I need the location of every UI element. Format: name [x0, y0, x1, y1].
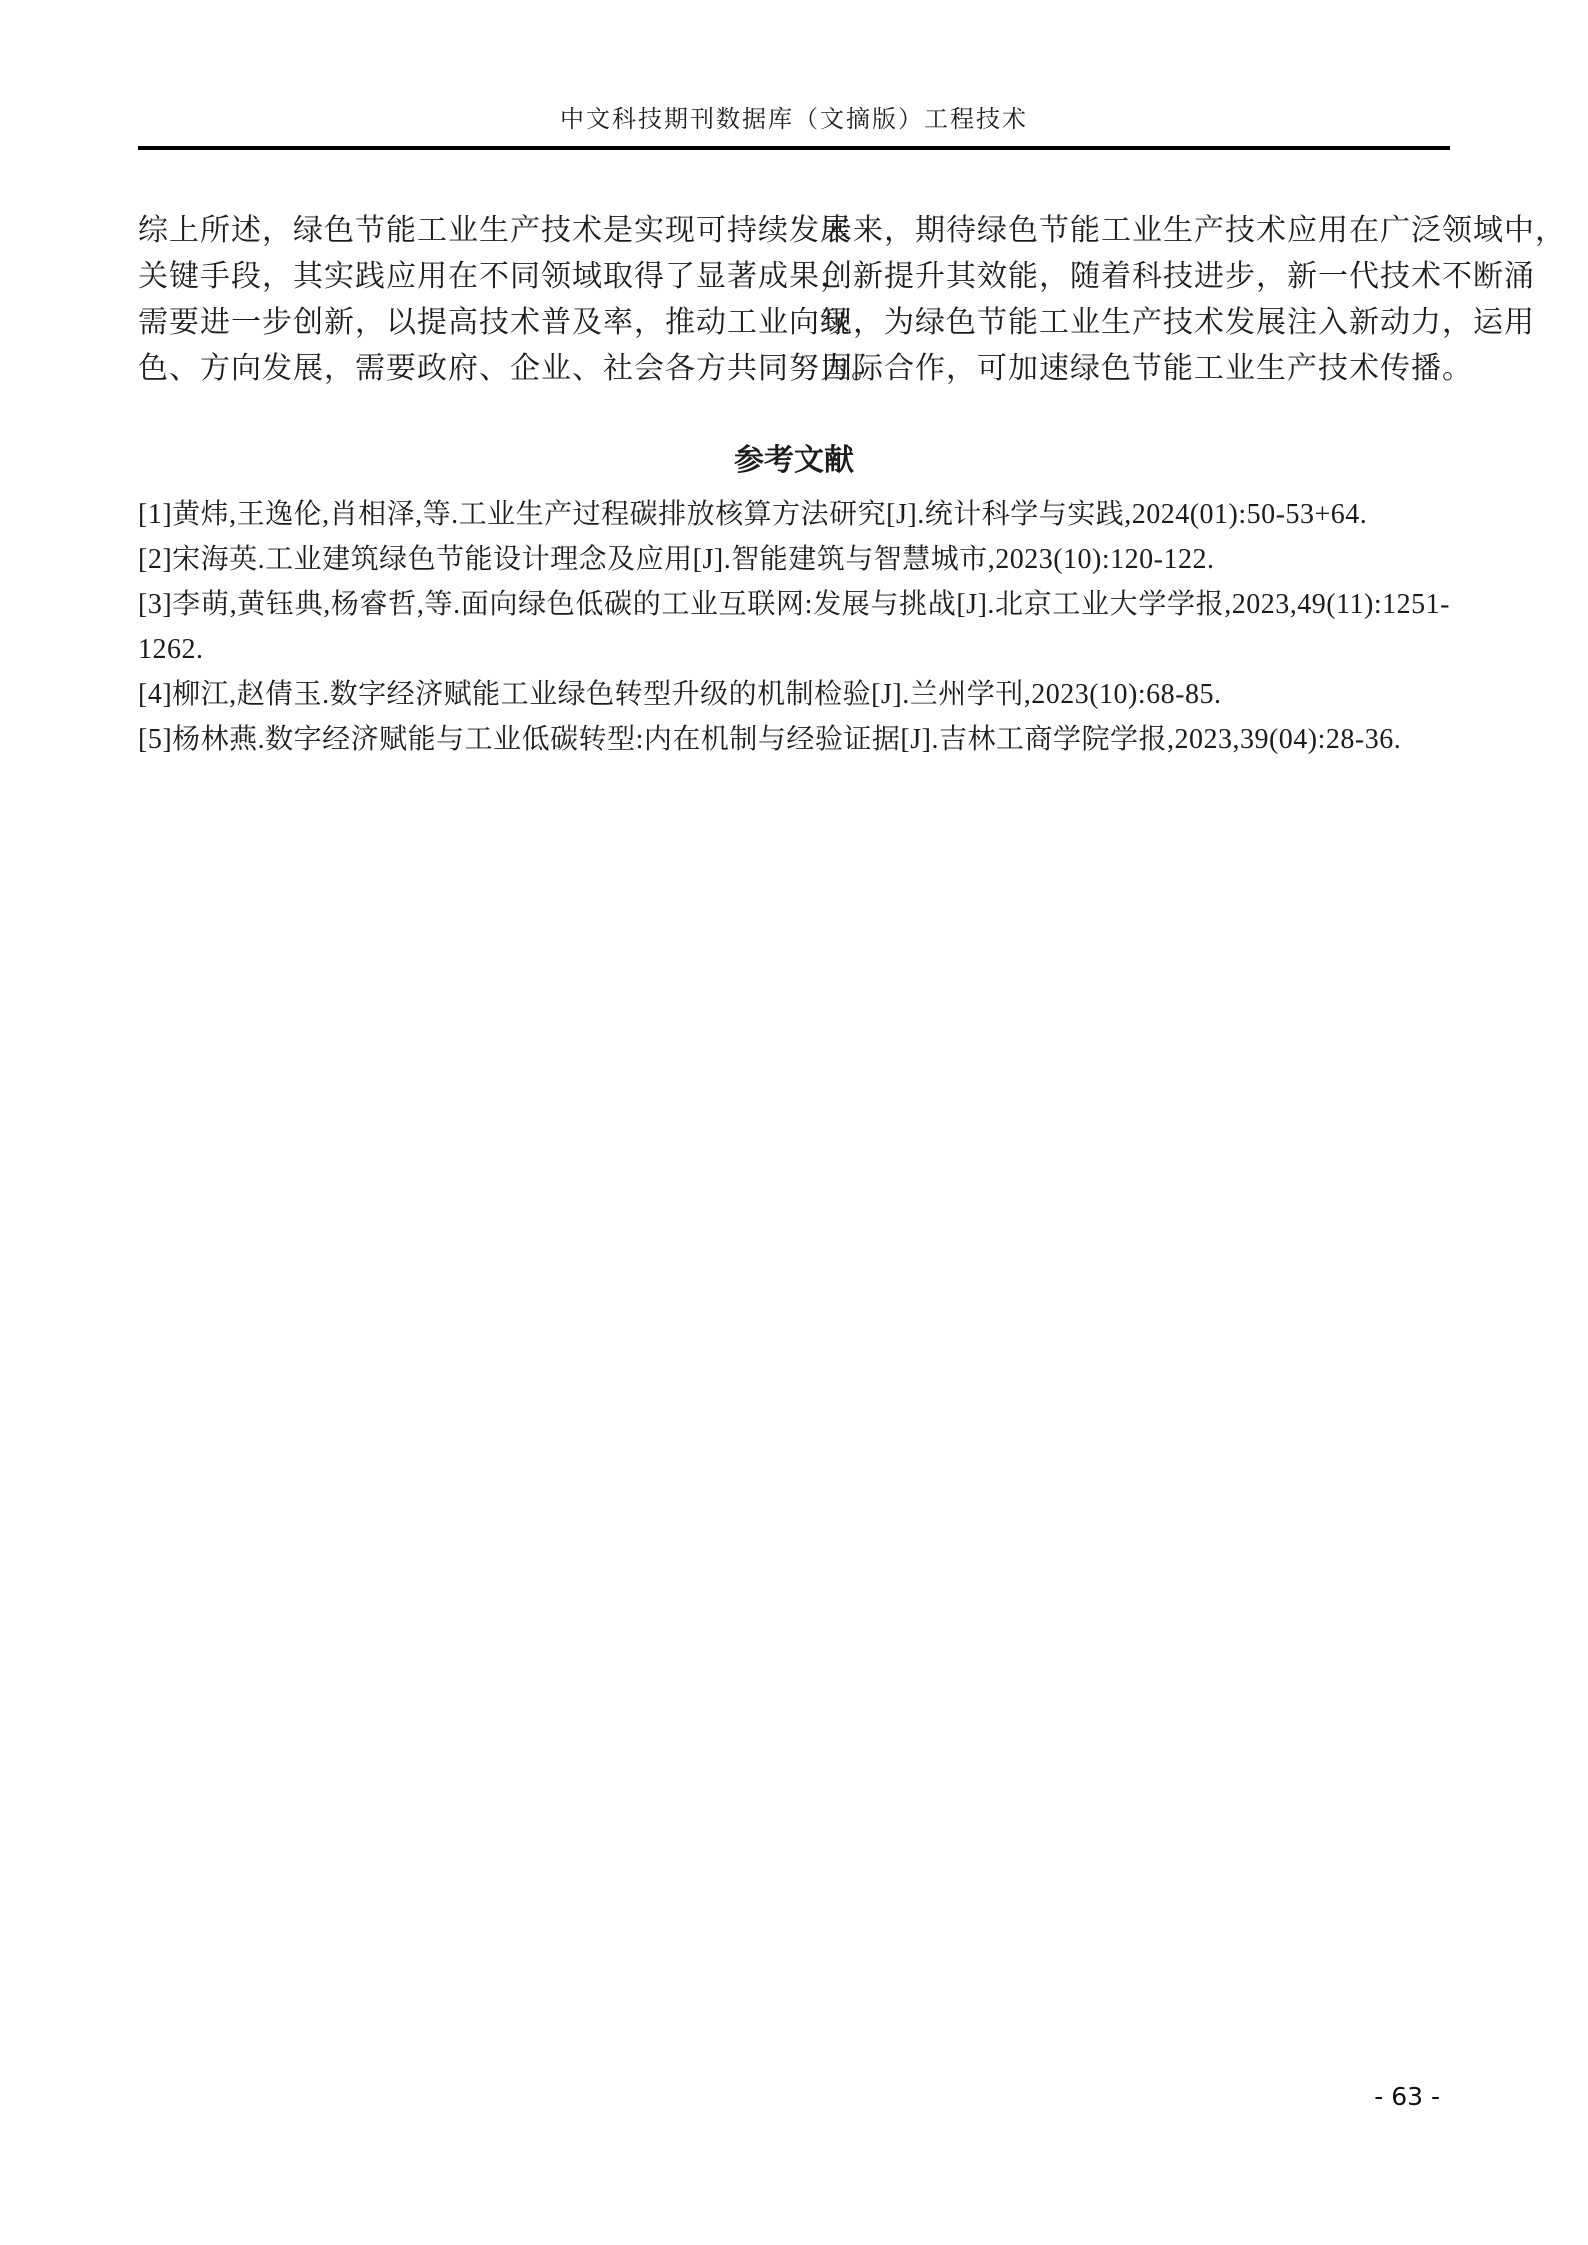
reference-item: [5]杨林燕.数字经济赋能与工业低碳转型:内在机制与经验证据[J].吉林工商学院学报,2023,39(04):28-36. — [138, 724, 1402, 755]
right-column — [822, 208, 1566, 392]
journal-header-title: 中文科技期刊数据库（文摘版）工程技术 — [560, 107, 1028, 133]
left-column-line: 需要进一步创新，以提高技术普及率，推动工业向绿 — [138, 306, 851, 339]
header-divider-rule — [138, 146, 1450, 150]
right-column-line: 国际合作，可加速绿色节能工业生产技术传播。 — [822, 352, 1473, 385]
reference-item: [4]柳江,赵倩玉.数字经济赋能工业绿色转型升级的机制检验[J].兰州学刊,2023(10):68-85. — [138, 679, 1222, 710]
reference-item: [2]宋海英.工业建筑绿色节能设计理念及应用[J].智能建筑与智慧城市,2023(10):120-122. — [138, 544, 1215, 575]
references-list — [138, 492, 1450, 762]
right-column-line: 未来，期待绿色节能工业生产技术应用在广泛领域中， — [822, 214, 1566, 247]
left-column-line: 关键手段，其实践应用在不同领域取得了显著成果， — [138, 260, 851, 293]
references-heading: 参考文献 — [734, 444, 854, 477]
left-column-line: 色、方向发展，需要政府、企业、社会各方共同努力。 — [138, 352, 882, 385]
page-number: - 63 - — [1374, 2082, 1440, 2111]
left-column-line: 综上所述，绿色节能工业生产技术是实现可持续发展 — [138, 214, 851, 247]
right-column-line: 现，为绿色节能工业生产技术发展注入新动力，运用 — [822, 306, 1535, 339]
reference-item: [1]黄炜,王逸伦,肖相泽,等.工业生产过程碳排放核算方法研究[J].统计科学与实践,2024(01):50-53+64. — [138, 499, 1368, 530]
reference-item: [3]李萌,黄钰典,杨睿哲,等.面向绿色低碳的工业互联网:发展与挑战[J].北京工业大学学报,2023,49(11):1251-1262. — [138, 589, 1450, 665]
body-two-columns — [138, 208, 1566, 392]
right-column-line: 创新提升其效能，随着科技进步，新一代技术不断涌 — [822, 260, 1535, 293]
left-column — [138, 208, 882, 392]
